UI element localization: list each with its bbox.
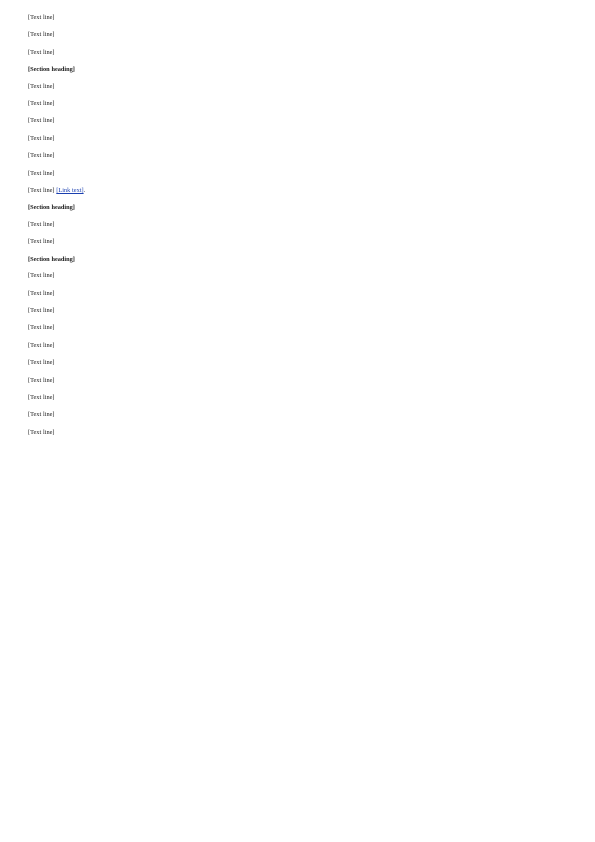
paragraph [28, 135, 567, 143]
paragraph-text: [Text line] [28, 187, 55, 195]
paragraph-text: [Text line] [28, 428, 55, 436]
paragraph [28, 429, 567, 437]
heading-text: [Section heading] [28, 204, 75, 212]
paragraph-text: [Text line] [28, 393, 55, 401]
paragraph-text: [Text line] [28, 220, 55, 228]
paragraph-text: [Text line] [28, 117, 55, 125]
paragraph-text: [Text line] [28, 306, 55, 314]
paragraph [28, 359, 567, 367]
paragraph [28, 152, 567, 160]
paragraph [28, 14, 567, 22]
paragraph-text: [Text line] [28, 411, 55, 419]
paragraph [28, 324, 567, 332]
paragraph-text: [Text line] [28, 82, 55, 90]
paragraph-text: [Text line] [28, 14, 55, 21]
paragraph [28, 31, 567, 39]
paragraph: [Text line] [Link text]. [28, 187, 86, 195]
paragraph [28, 272, 567, 280]
section-heading [28, 66, 567, 74]
paragraph-text: [Text line] [28, 376, 55, 384]
paragraph-text: [Text line] [28, 341, 55, 349]
paragraph-text: [Text line] [28, 289, 55, 297]
paragraph [28, 394, 567, 402]
paragraph [28, 49, 567, 57]
paragraph [28, 342, 567, 350]
heading-text: [Section heading] [28, 66, 75, 74]
section-heading [28, 256, 567, 264]
heading-text: [Section heading] [28, 255, 75, 263]
paragraph-text: [Text line] [28, 100, 55, 108]
paragraph [28, 100, 567, 108]
paragraph [28, 83, 567, 91]
paragraph [28, 290, 567, 298]
paragraph-text: [Text line] [28, 238, 55, 246]
paragraph-text: [Text line] [28, 31, 55, 39]
paragraph [28, 117, 567, 125]
paragraph [28, 411, 567, 419]
paragraph-text: [Text line] [28, 48, 55, 56]
paragraph [28, 221, 567, 229]
paragraph-text: [Text line] [28, 359, 55, 367]
paragraph-text: [Text line] [28, 152, 55, 160]
section-reference-link[interactable]: [Link text] [56, 187, 84, 195]
paragraph [28, 170, 567, 178]
paragraph-text: [Text line] [28, 134, 55, 142]
paragraph-text: [Text line] [28, 272, 55, 280]
section-heading [28, 204, 567, 212]
paragraph [28, 307, 567, 315]
paragraph-text: [Text line] [28, 324, 55, 332]
document-body [28, 14, 567, 437]
paragraph [28, 238, 567, 246]
paragraph [28, 377, 567, 385]
paragraph-text: [Text line] [28, 169, 55, 177]
